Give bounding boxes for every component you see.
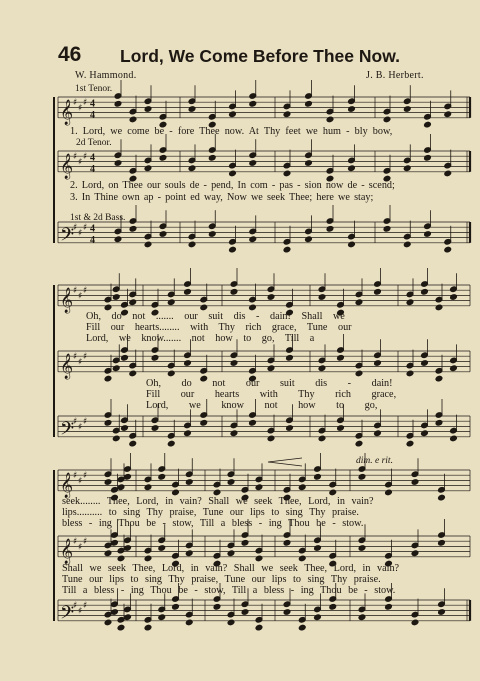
note	[444, 226, 452, 253]
note	[144, 604, 152, 631]
note	[438, 588, 446, 615]
note	[229, 90, 237, 117]
note	[424, 210, 432, 237]
lyric-line: 1. Lord, we come be - fore Thee now. At Thy feet we hum - bly bow,	[70, 126, 393, 137]
lyric-line: Till a bless - ing Thou be - stow, Till a bless - ing Thou be - stow.	[62, 585, 396, 596]
note	[383, 205, 391, 232]
note	[283, 226, 291, 253]
svg-text:♯: ♯	[83, 471, 88, 482]
lyric-line: Lord, we know....... not how to go, Till a	[86, 333, 315, 344]
note	[159, 101, 167, 128]
note	[188, 85, 196, 112]
note	[337, 334, 345, 361]
note	[208, 210, 216, 237]
note	[444, 90, 452, 117]
note	[385, 469, 393, 496]
note	[450, 415, 458, 442]
note	[117, 604, 125, 631]
lyric-line: Fill our hearts........ with Thy rich grace, Tune our	[86, 322, 352, 333]
dynamic-marking: dim. e rit.	[356, 456, 393, 466]
note	[298, 463, 306, 490]
svg-text:♯: ♯	[78, 542, 83, 553]
note	[230, 268, 238, 295]
note	[112, 344, 120, 371]
note	[129, 420, 137, 447]
note	[227, 599, 235, 626]
note	[438, 474, 446, 501]
svg-text:𝄢: 𝄢	[60, 224, 75, 250]
note	[267, 415, 275, 442]
note	[104, 284, 112, 311]
note	[438, 519, 446, 546]
note	[144, 144, 152, 171]
svg-text:♯: ♯	[78, 422, 83, 433]
lyric-line: bless - ing Thou be - stow, Till a bless - ing Thou be - stow.	[62, 518, 364, 529]
note	[267, 273, 275, 300]
svg-text:𝄢: 𝄢	[60, 602, 75, 628]
svg-text:♯: ♯	[78, 476, 83, 487]
note	[406, 350, 414, 377]
svg-text:4: 4	[90, 234, 95, 246]
svg-text:♯: ♯	[83, 537, 88, 548]
note	[208, 134, 216, 161]
hymn-title: Lord, We Come Before Thee Now.	[120, 46, 401, 66]
svg-text:♯: ♯	[73, 98, 78, 109]
note	[450, 273, 458, 300]
note	[129, 155, 137, 182]
svg-text:♯: ♯	[73, 537, 78, 548]
words-credit: W. Hammond.	[75, 70, 137, 81]
lyric-line: Tune our lips to sing Thy praise, Tune our lips to sing Thy praise.	[62, 574, 381, 585]
svg-text:♯: ♯	[73, 152, 78, 163]
note	[318, 344, 326, 371]
note	[406, 420, 414, 447]
lyric-line: Oh, do not ....... our suit dis - dain! Shall we	[86, 311, 345, 322]
svg-text:♯: ♯	[83, 152, 88, 163]
svg-text:♯: ♯	[78, 157, 83, 168]
note	[255, 535, 263, 562]
svg-text:♯: ♯	[78, 103, 83, 114]
note	[450, 344, 458, 371]
note	[329, 469, 337, 496]
note	[421, 268, 429, 295]
lyric-line: 3. In Thine own ap - point ed way, Now we seek Thee; here we stay;	[70, 192, 374, 203]
svg-text:♯: ♯	[83, 223, 88, 234]
note	[208, 101, 216, 128]
note	[355, 278, 363, 305]
svg-text:𝄢: 𝄢	[60, 418, 75, 444]
svg-text:♯: ♯	[78, 291, 83, 302]
note	[159, 210, 167, 237]
note	[444, 150, 452, 177]
note	[314, 453, 322, 480]
note	[283, 150, 291, 177]
note	[229, 150, 237, 177]
note	[104, 529, 112, 556]
note	[124, 593, 132, 620]
lyric-line: Fill our hearts with Thy rich grace,	[146, 389, 397, 400]
note	[185, 529, 193, 556]
svg-text:♯: ♯	[73, 286, 78, 297]
note	[188, 221, 196, 248]
part-label-second-tenor: 2d Tenor.	[76, 138, 112, 148]
note	[411, 458, 419, 485]
note	[374, 268, 382, 295]
note	[411, 599, 419, 626]
note	[421, 409, 429, 436]
note	[403, 85, 411, 112]
note	[421, 339, 429, 366]
note	[348, 221, 356, 248]
staff	[58, 470, 470, 498]
svg-text:♯: ♯	[78, 606, 83, 617]
staff	[58, 600, 470, 628]
note	[255, 604, 263, 631]
note	[435, 355, 443, 382]
note	[326, 155, 334, 182]
note	[383, 155, 391, 182]
note	[144, 535, 152, 562]
note	[129, 205, 137, 232]
note	[112, 415, 120, 442]
note	[172, 469, 180, 496]
lyric-line: Lord, we know not how to go,	[146, 400, 378, 411]
note	[314, 593, 322, 620]
svg-text:4: 4	[90, 109, 95, 121]
note	[318, 273, 326, 300]
part-label-bass: 1st & 2d Bass.	[70, 213, 126, 223]
note	[249, 284, 257, 311]
note	[200, 284, 208, 311]
note	[229, 226, 237, 253]
svg-text:♯: ♯	[83, 352, 88, 363]
note	[121, 404, 129, 431]
svg-text:𝄞: 𝄞	[60, 538, 74, 564]
note	[305, 215, 313, 242]
note	[326, 96, 334, 123]
note	[383, 96, 391, 123]
lyric-line: Shall we seek Thee, Lord, in vain? Shall we seek Thee, Lord, in vain?	[62, 563, 400, 574]
svg-text:𝄞: 𝄞	[60, 353, 74, 379]
note	[185, 599, 193, 626]
note	[255, 463, 263, 490]
note	[355, 350, 363, 377]
note	[158, 453, 166, 480]
note	[435, 284, 443, 311]
svg-text:♯: ♯	[83, 98, 88, 109]
note	[227, 529, 235, 556]
note	[403, 144, 411, 171]
note	[374, 339, 382, 366]
svg-text:♯: ♯	[78, 228, 83, 239]
note	[167, 350, 175, 377]
note	[104, 355, 112, 382]
note	[158, 593, 166, 620]
note	[406, 278, 414, 305]
note	[348, 85, 356, 112]
note	[112, 273, 120, 300]
svg-text:♯: ♯	[83, 601, 88, 612]
svg-text:𝄞: 𝄞	[60, 287, 74, 313]
svg-text:♯: ♯	[73, 601, 78, 612]
svg-text:4: 4	[90, 152, 95, 164]
svg-text:♯: ♯	[73, 471, 78, 482]
note	[124, 453, 132, 480]
note	[435, 399, 443, 426]
note	[411, 529, 419, 556]
svg-text:♯: ♯	[78, 357, 83, 368]
note	[267, 344, 275, 371]
note	[185, 458, 193, 485]
note	[188, 144, 196, 171]
note	[305, 139, 313, 166]
note	[104, 458, 112, 485]
svg-text:𝄞: 𝄞	[60, 153, 74, 179]
note	[104, 599, 112, 626]
note	[326, 205, 334, 232]
note	[144, 221, 152, 248]
note	[249, 80, 257, 107]
note	[227, 458, 235, 485]
note	[424, 134, 432, 161]
svg-text:♯: ♯	[73, 223, 78, 234]
note	[374, 409, 382, 436]
svg-text:𝄞: 𝄞	[60, 472, 74, 498]
svg-text:4: 4	[90, 223, 95, 235]
note	[114, 215, 122, 242]
note	[298, 604, 306, 631]
note	[184, 268, 192, 295]
svg-text:♯: ♯	[73, 352, 78, 363]
note	[348, 144, 356, 171]
note	[144, 463, 152, 490]
note	[249, 215, 257, 242]
note	[129, 278, 137, 305]
note	[144, 85, 152, 112]
svg-text:4: 4	[90, 163, 95, 175]
note	[104, 399, 112, 426]
note	[249, 139, 257, 166]
lyric-line: Oh, do not our suit dis - dain!	[146, 378, 393, 389]
note	[159, 134, 167, 161]
note	[129, 96, 137, 123]
lyric-line: lips.......... to sing Thy praise, Tune our lips to sing Thy praise.	[62, 507, 359, 518]
note	[403, 221, 411, 248]
note	[305, 80, 313, 107]
note	[213, 469, 221, 496]
note	[184, 409, 192, 436]
note	[424, 101, 432, 128]
note	[358, 593, 366, 620]
svg-text:♯: ♯	[83, 286, 88, 297]
note	[117, 463, 125, 490]
note	[298, 535, 306, 562]
svg-text:♯: ♯	[83, 417, 88, 428]
note	[167, 420, 175, 447]
lyric-line: 2. Lord, on Thee our souls de - pend, In com - pas - sion now de - scend;	[70, 180, 395, 191]
note	[117, 535, 125, 562]
part-label-first-tenor: 1st Tenor.	[75, 84, 113, 94]
svg-text:♯: ♯	[73, 417, 78, 428]
note	[114, 80, 122, 107]
note	[129, 350, 137, 377]
note	[283, 90, 291, 117]
lyric-line: seek........ Thee, Lord, in vain? Shall we seek Thee, Lord, in vain?	[62, 496, 374, 507]
note	[167, 278, 175, 305]
svg-text:4: 4	[90, 98, 95, 110]
note	[318, 415, 326, 442]
svg-text:𝄞: 𝄞	[60, 99, 74, 125]
note	[230, 409, 238, 436]
note	[355, 420, 363, 447]
note	[114, 139, 122, 166]
hymn-number: 46	[58, 43, 82, 66]
music-credit: J. B. Herbert.	[366, 70, 424, 81]
